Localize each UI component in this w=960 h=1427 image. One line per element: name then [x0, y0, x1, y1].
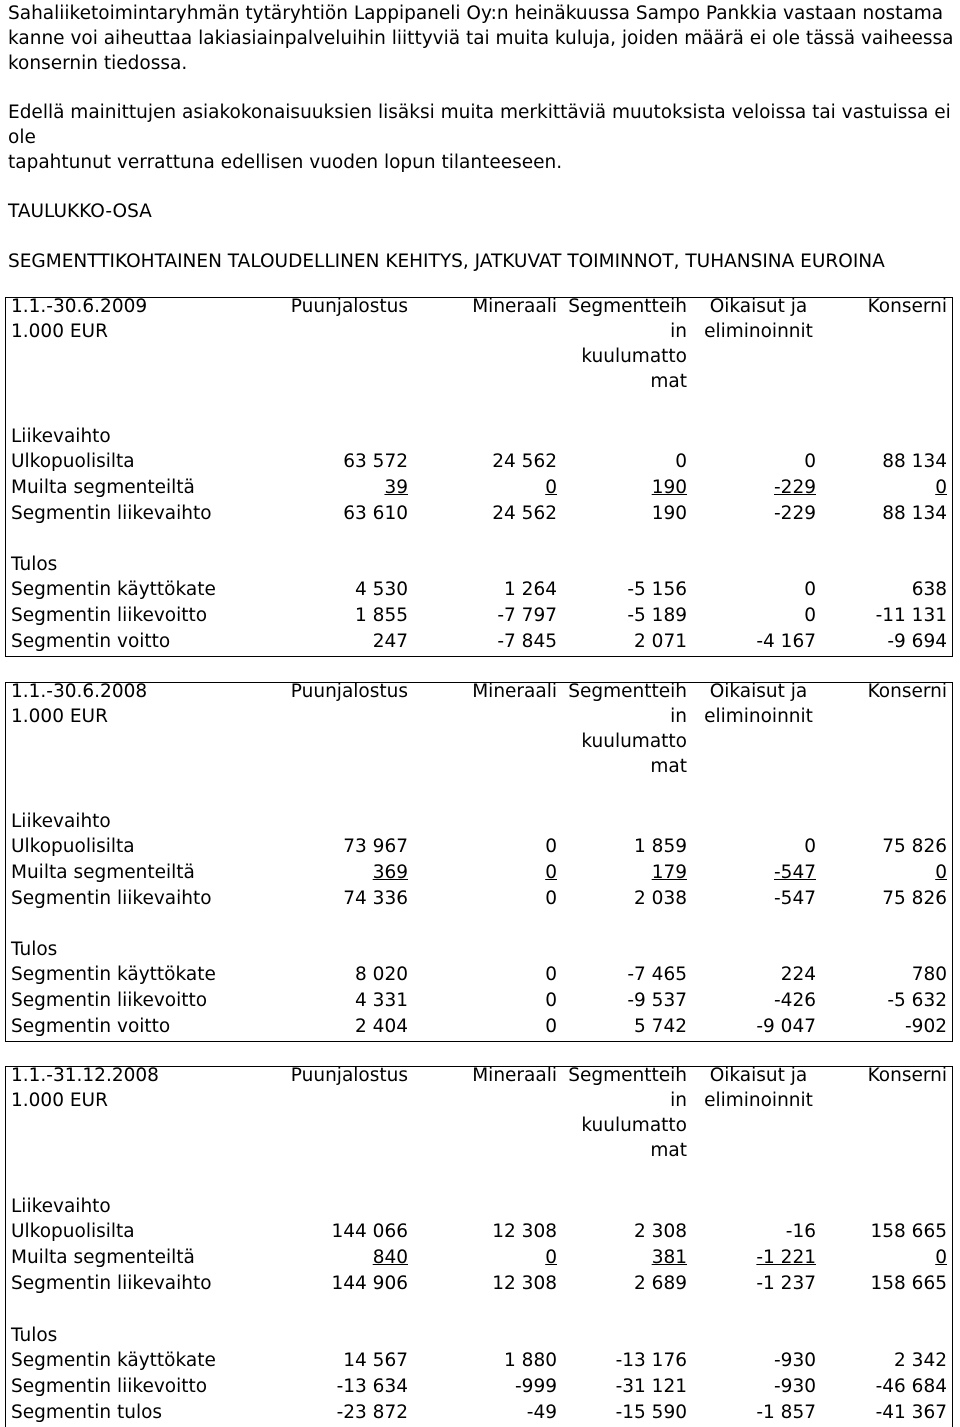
col-header-mineraali: Mineraali	[472, 1065, 557, 1086]
table-cell: -9 537	[627, 990, 687, 1011]
table-cell: 1.000 EUR	[11, 706, 108, 727]
table-cell: Segmentteih	[568, 1065, 687, 1086]
table-cell: 0	[545, 836, 557, 857]
table-cell: 0	[804, 451, 816, 472]
section-row	[6, 809, 952, 834]
table-cell: 381	[651, 1247, 687, 1268]
table-cell: 2 038	[634, 888, 687, 909]
table-cell: 1.000 EUR	[11, 321, 108, 342]
section-row	[6, 424, 952, 449]
table-cell: 0	[545, 964, 557, 985]
table-cell: in	[670, 1090, 687, 1111]
table-cell: 190	[651, 503, 687, 524]
table-cell: 0	[935, 862, 947, 883]
row-label: Segmentin käyttökate	[11, 964, 216, 985]
table-cell: 2 308	[634, 1221, 687, 1242]
table-cell: -930	[774, 1376, 816, 1397]
table-cell: -46 684	[875, 1376, 947, 1397]
col-header-oikaisut	[701, 1063, 816, 1113]
table-cell: 2 342	[894, 1350, 947, 1371]
table-cell: 369	[372, 862, 408, 883]
row-label: Tulos	[11, 1325, 58, 1346]
col-header-mineraali: Mineraali	[472, 681, 557, 702]
table-cell: 0	[545, 1247, 557, 1268]
table-cell: 144 066	[331, 1221, 408, 1242]
row-label: Liikevaihto	[11, 426, 111, 447]
table-row	[6, 1219, 952, 1244]
table-cell: 73 967	[343, 836, 408, 857]
table-row	[6, 449, 952, 474]
table-cell: 0	[545, 862, 557, 883]
table-cell: 0	[935, 1247, 947, 1268]
table-row	[6, 988, 952, 1013]
table-row	[6, 886, 952, 911]
table-cell: 1 880	[504, 1350, 557, 1371]
table-cell: -11 131	[875, 605, 947, 626]
table-cell: -547	[774, 888, 816, 909]
table-cell: 1 264	[504, 579, 557, 600]
intro-paragraph-2	[8, 100, 956, 175]
table-cell: -5 189	[627, 605, 687, 626]
col-header-puunjalostus: Puunjalostus	[290, 1065, 408, 1086]
text-line: Edellä mainittujen asiakokonaisuuksien lisäksi muita merkittäviä muutoksista veloissa tai vastuissa ei ole	[8, 102, 951, 148]
table-cell: 0	[545, 477, 557, 498]
table-cell: 14 567	[343, 1350, 408, 1371]
table-cell: 8 020	[355, 964, 408, 985]
section-row	[6, 937, 952, 962]
table-cell: 840	[372, 1247, 408, 1268]
table-row	[6, 475, 952, 500]
table-cell: 638	[911, 579, 947, 600]
col-header-konserni: Konserni	[867, 1065, 947, 1086]
table-cell: 0	[545, 990, 557, 1011]
table-cell: Segmentteih	[568, 681, 687, 702]
table-cell: 39	[384, 477, 408, 498]
segment-table-fy-2008	[5, 1066, 953, 1427]
table-row	[6, 1374, 952, 1399]
table-cell: -7 465	[627, 964, 687, 985]
table-cell: mat	[650, 1140, 687, 1161]
col-header-konserni: Konserni	[867, 681, 947, 702]
table-cell: 63 572	[343, 451, 408, 472]
table-cell: 12 308	[492, 1221, 557, 1242]
section-row	[6, 1323, 952, 1348]
table-row	[6, 962, 952, 987]
row-label: Liikevaihto	[11, 1196, 111, 1217]
row-label: Segmentin liikevoitto	[11, 990, 208, 1011]
table-cell: 5 742	[634, 1016, 687, 1037]
table-cell: Oikaisut ja	[709, 681, 808, 702]
table-row	[6, 501, 952, 526]
table-cell: mat	[650, 371, 687, 392]
row-label: Segmentin liikevaihto	[11, 503, 212, 524]
table-cell: 144 906	[331, 1273, 408, 1294]
table-cell: in	[670, 706, 687, 727]
table-cell: -229	[774, 503, 816, 524]
row-label: Ulkopuolisilta	[11, 1221, 135, 1242]
table-cell: 1.1.-30.6.2008	[11, 681, 148, 702]
table-row	[6, 860, 952, 885]
row-label: Muilta segmenteiltä	[11, 1247, 195, 1268]
table-cell: -1 857	[756, 1402, 816, 1423]
table-cell: 2 689	[634, 1273, 687, 1294]
table-cell: 158 665	[870, 1273, 947, 1294]
table-cell: Segmentteih	[568, 296, 687, 317]
table-cell: -7 845	[497, 631, 557, 652]
text-line: tapahtunut verrattuna edellisen vuoden lopun tilanteeseen.	[8, 152, 563, 173]
table-cell: -5 632	[887, 990, 947, 1011]
row-label: Segmentin liikevaihto	[11, 1273, 212, 1294]
row-label: Segmentin liikevoitto	[11, 605, 208, 626]
col-header-puunjalostus: Puunjalostus	[290, 296, 408, 317]
table-cell: -31 121	[615, 1376, 687, 1397]
text-line: Sahaliiketoimintaryhmän tytäryhtiön Lappipaneli Oy:n heinäkuussa Sampo Pankkia vastaan nostama	[8, 3, 944, 24]
table-cell: -4 167	[756, 631, 816, 652]
text-line: konsernin tiedossa.	[8, 53, 188, 74]
table-cell: 0	[804, 836, 816, 857]
text-line: kanne voi aiheuttaa lakiasiainpalveluihin liittyviä tai muita kuluja, joiden määrä ei ole tässä vaiheessa	[8, 28, 954, 49]
table-row	[6, 629, 952, 654]
col-header-oikaisut	[701, 679, 816, 729]
row-label: Ulkopuolisilta	[11, 451, 135, 472]
period-label	[11, 679, 147, 729]
table-cell: Oikaisut ja	[709, 296, 808, 317]
row-label: Segmentin liikevoitto	[11, 1376, 208, 1397]
table-cell: 2 071	[634, 631, 687, 652]
table-cell: -49	[526, 1402, 557, 1423]
segment-table-h1-2008	[5, 682, 953, 1042]
table-cell: -999	[515, 1376, 557, 1397]
table-cell: -930	[774, 1350, 816, 1371]
table-cell: -426	[774, 990, 816, 1011]
col-header-mineraali: Mineraali	[472, 296, 557, 317]
row-label: Ulkopuolisilta	[11, 836, 135, 857]
table-cell: kuulumatto	[581, 346, 687, 367]
table-cell: -5 156	[627, 579, 687, 600]
table-cell: Oikaisut ja	[709, 1065, 808, 1086]
table-cell: 224	[780, 964, 816, 985]
table-row	[6, 1245, 952, 1270]
table-row	[6, 834, 952, 859]
col-header-segmentteihin-kuulumattomat	[568, 1063, 687, 1163]
table-row	[6, 1400, 952, 1425]
table-cell: -902	[905, 1016, 947, 1037]
intro-paragraph-1	[8, 1, 956, 76]
table-cell: 1 855	[355, 605, 408, 626]
section-row	[6, 1194, 952, 1219]
table-cell: 12 308	[492, 1273, 557, 1294]
table-row	[6, 577, 952, 602]
table-cell: -1 221	[756, 1247, 816, 1268]
col-header-konserni: Konserni	[867, 296, 947, 317]
table-cell: 179	[651, 862, 687, 883]
table-cell: mat	[650, 756, 687, 777]
table-cell: 0	[545, 1016, 557, 1037]
table-cell: 1.000 EUR	[11, 1090, 108, 1111]
table-cell: 1 859	[634, 836, 687, 857]
row-label: Muilta segmenteiltä	[11, 477, 195, 498]
table-cell: 63 610	[343, 503, 408, 524]
col-header-segmentteihin-kuulumattomat	[568, 679, 687, 779]
row-label: Segmentin liikevaihto	[11, 888, 212, 909]
table-cell: 0	[675, 451, 687, 472]
table-cell: -229	[774, 477, 816, 498]
segment-table-h1-2009	[5, 297, 953, 657]
row-label: Tulos	[11, 554, 58, 575]
table-cell: eliminoinnit	[704, 321, 813, 342]
table-row	[6, 603, 952, 628]
section-row	[6, 552, 952, 577]
table-cell: 74 336	[343, 888, 408, 909]
table-row	[6, 1014, 952, 1039]
table-cell: 75 826	[882, 888, 947, 909]
table-cell: 24 562	[492, 451, 557, 472]
table-cell: kuulumatto	[581, 1115, 687, 1136]
table-cell: 88 134	[882, 451, 947, 472]
table-cell: 0	[804, 605, 816, 626]
table-cell: 75 826	[882, 836, 947, 857]
table-cell: -9 694	[887, 631, 947, 652]
table-cell: -16	[785, 1221, 816, 1242]
table-cell: eliminoinnit	[704, 706, 813, 727]
table-cell: 2 404	[355, 1016, 408, 1037]
row-label: Segmentin voitto	[11, 1016, 171, 1037]
table-cell: 0	[935, 477, 947, 498]
table-cell: -23 872	[336, 1402, 408, 1423]
period-label	[11, 294, 147, 344]
period-label	[11, 1063, 159, 1113]
table-cell: -13 176	[615, 1350, 687, 1371]
row-label: Segmentin käyttökate	[11, 1350, 216, 1371]
row-label: Segmentin tulos	[11, 1402, 163, 1423]
table-cell: -13 634	[336, 1376, 408, 1397]
table-heading: SEGMENTTIKOHTAINEN TALOUDELLINEN KEHITYS, JATKUVAT TOIMINNOT, TUHANSINA EUROINA	[8, 251, 885, 272]
table-cell: in	[670, 321, 687, 342]
table-cell: -41 367	[875, 1402, 947, 1423]
section-title: TAULUKKO-OSA	[8, 201, 152, 222]
col-header-segmentteihin-kuulumattomat	[568, 294, 687, 394]
table-cell: 247	[372, 631, 408, 652]
row-label: Liikevaihto	[11, 811, 111, 832]
table-row	[6, 1348, 952, 1373]
table-cell: eliminoinnit	[704, 1090, 813, 1111]
row-label: Muilta segmenteiltä	[11, 862, 195, 883]
table-cell: 4 331	[355, 990, 408, 1011]
table-cell: -1 237	[756, 1273, 816, 1294]
table-cell: -9 047	[756, 1016, 816, 1037]
table-cell: 4 530	[355, 579, 408, 600]
col-header-puunjalostus: Puunjalostus	[290, 681, 408, 702]
table-row	[6, 1271, 952, 1296]
row-label: Segmentin voitto	[11, 631, 171, 652]
table-cell: kuulumatto	[581, 731, 687, 752]
table-cell: 88 134	[882, 503, 947, 524]
table-cell: -547	[774, 862, 816, 883]
table-cell: 24 562	[492, 503, 557, 524]
table-cell: -15 590	[615, 1402, 687, 1423]
table-cell: 190	[651, 477, 687, 498]
table-cell: 780	[911, 964, 947, 985]
table-cell: -7 797	[497, 605, 557, 626]
row-label: Segmentin käyttökate	[11, 579, 216, 600]
table-cell: 1.1.-31.12.2008	[11, 1065, 159, 1086]
table-cell: 0	[545, 888, 557, 909]
table-cell: 0	[804, 579, 816, 600]
col-header-oikaisut	[701, 294, 816, 344]
table-cell: 1.1.-30.6.2009	[11, 296, 148, 317]
row-label: Tulos	[11, 939, 58, 960]
table-cell: 158 665	[870, 1221, 947, 1242]
